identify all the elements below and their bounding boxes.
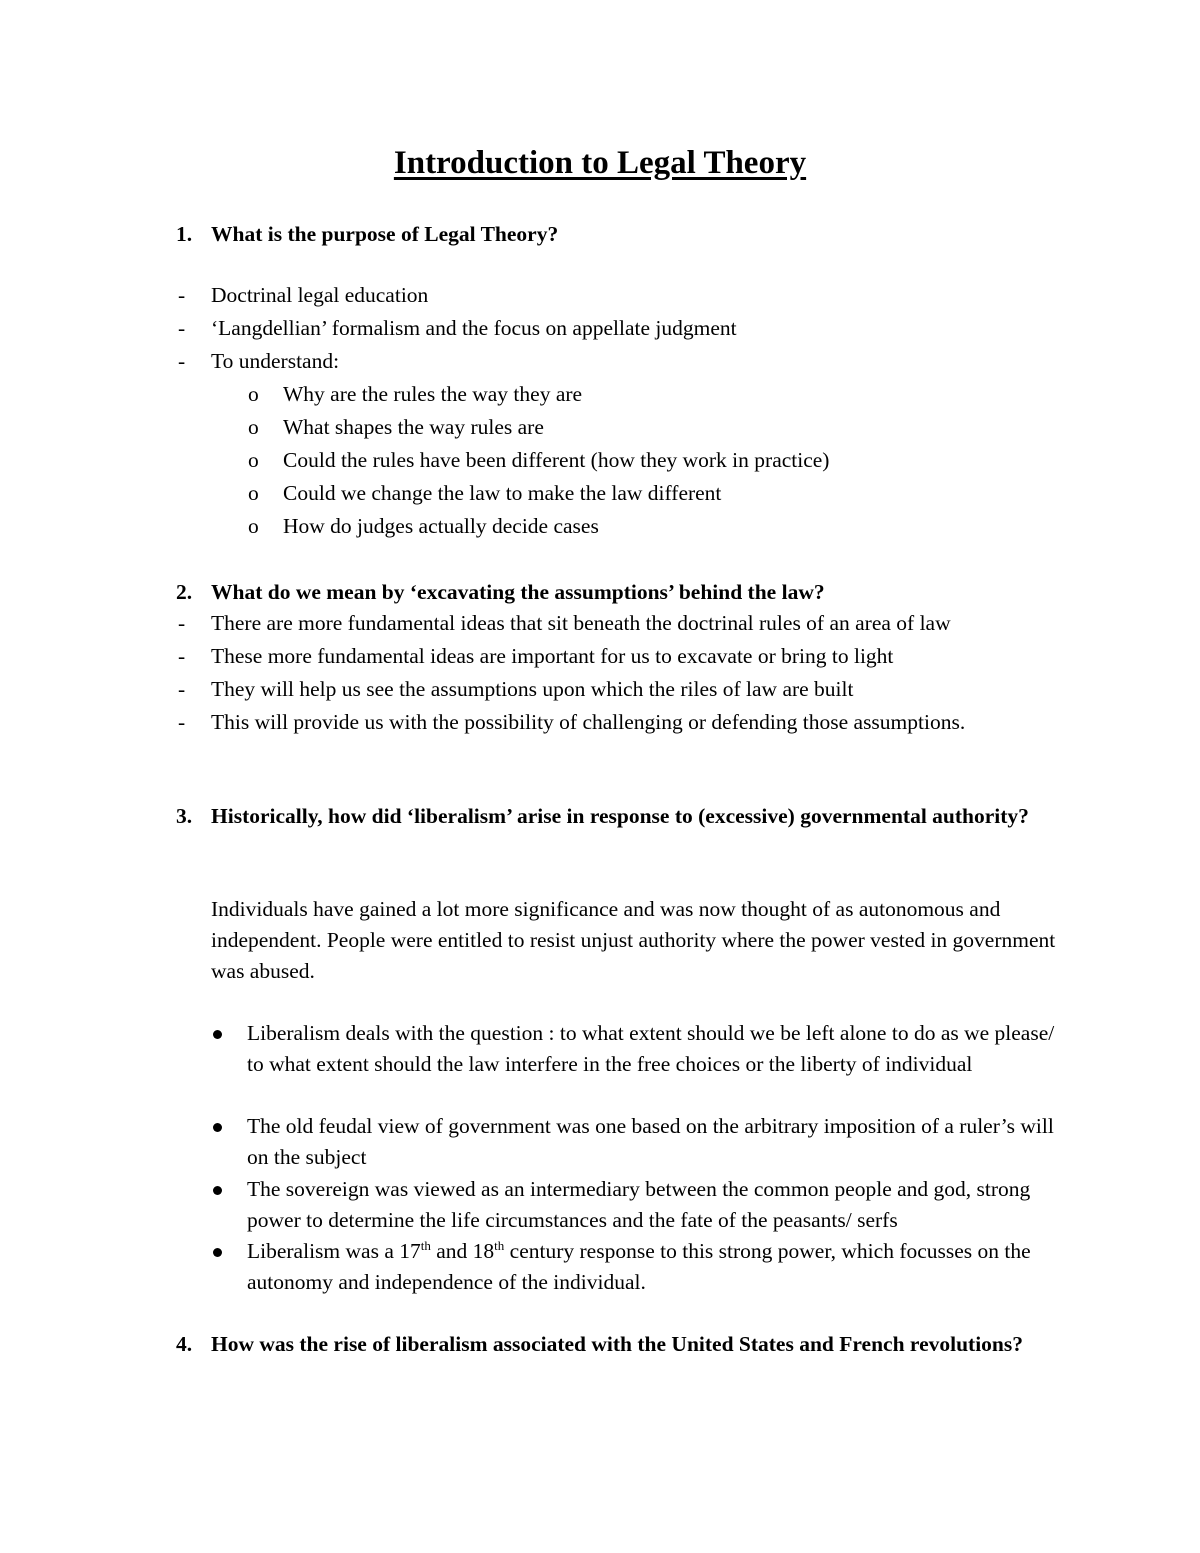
sub-list-item: Why are the rules the way they are <box>283 382 583 406</box>
dash-marker: - <box>178 316 186 340</box>
sub-bullet-marker: o <box>248 481 259 505</box>
question-number: 1. <box>176 222 193 246</box>
list-item: They will help us see the assumptions upon which the riles of law are built <box>211 677 854 701</box>
sub-list-item: Could we change the law to make the law different <box>283 481 722 505</box>
list-item: ‘Langdellian’ formalism and the focus on appellate judgment <box>211 316 737 340</box>
question-text: Historically, how did ‘liberalism’ arise in response to (excessive) governmental authority? <box>211 804 1029 828</box>
sub-bullet-marker: o <box>248 514 259 538</box>
superscript: th <box>494 1237 505 1253</box>
text-run: century response to this strong power, which focusses on the autonomy and independence of the individual. <box>247 1239 1031 1294</box>
bullet-item: Liberalism deals with the question : to what extent should we be left alone to do as we please/ to what extent should the law interfere in the free choices or the liberty of individual <box>247 1021 1055 1076</box>
question-text: What is the purpose of Legal Theory? <box>211 222 559 246</box>
dash-marker: - <box>178 710 186 734</box>
bullet-item: The sovereign was viewed as an intermediary between the common people and god, strong power to determine the life circumstances and the fate of the peasants/ serfs <box>247 1177 1031 1232</box>
dash-marker: - <box>178 644 186 668</box>
sub-list-item: How do judges actually decide cases <box>283 514 599 538</box>
superscript: th <box>420 1237 431 1253</box>
document-title: Introduction to Legal Theory <box>393 145 807 181</box>
question-number: 4. <box>176 1332 193 1356</box>
sub-bullet-marker: o <box>248 448 259 472</box>
list-item: There are more fundamental ideas that sit beneath the doctrinal rules of an area of law <box>211 611 951 635</box>
bullet-marker <box>213 1248 222 1257</box>
list-item: These more fundamental ideas are important for us to excavate or bring to light <box>211 644 894 668</box>
dash-marker: - <box>178 349 186 373</box>
question-text: What do we mean by ‘excavating the assumptions’ behind the law? <box>211 580 825 604</box>
list-item: Doctrinal legal education <box>211 283 429 307</box>
list-item: This will provide us with the possibility of challenging or defending those assumptions. <box>211 710 966 734</box>
question-number: 2. <box>176 580 193 604</box>
sub-bullet-marker: o <box>248 415 259 439</box>
question-number: 3. <box>176 804 193 828</box>
sub-bullet-marker: o <box>248 382 259 406</box>
sub-list-item: What shapes the way rules are <box>283 415 544 439</box>
text-run: Liberalism was a 17 <box>247 1239 421 1263</box>
question-text: How was the rise of liberalism associated with the United States and French revolutions? <box>211 1332 1024 1356</box>
list-item: To understand: <box>211 349 340 373</box>
bullet-marker <box>213 1123 222 1132</box>
bullet-item: The old feudal view of government was one based on the arbitrary imposition of a ruler’s will on the subject <box>247 1114 1054 1169</box>
dash-marker: - <box>178 611 186 635</box>
text-run: and 18 <box>430 1239 495 1263</box>
dash-marker: - <box>178 283 186 307</box>
bullet-marker <box>213 1030 222 1039</box>
bullet-item <box>247 1236 1067 1298</box>
bullet-marker <box>213 1186 222 1195</box>
sub-list-item: Could the rules have been different (how they work in practice) <box>283 448 830 472</box>
dash-marker: - <box>178 677 186 701</box>
paragraph: Individuals have gained a lot more significance and was now thought of as autonomous and independent. People were entitled to resist unjust authority where the power vested in government was abused. <box>211 897 1056 983</box>
